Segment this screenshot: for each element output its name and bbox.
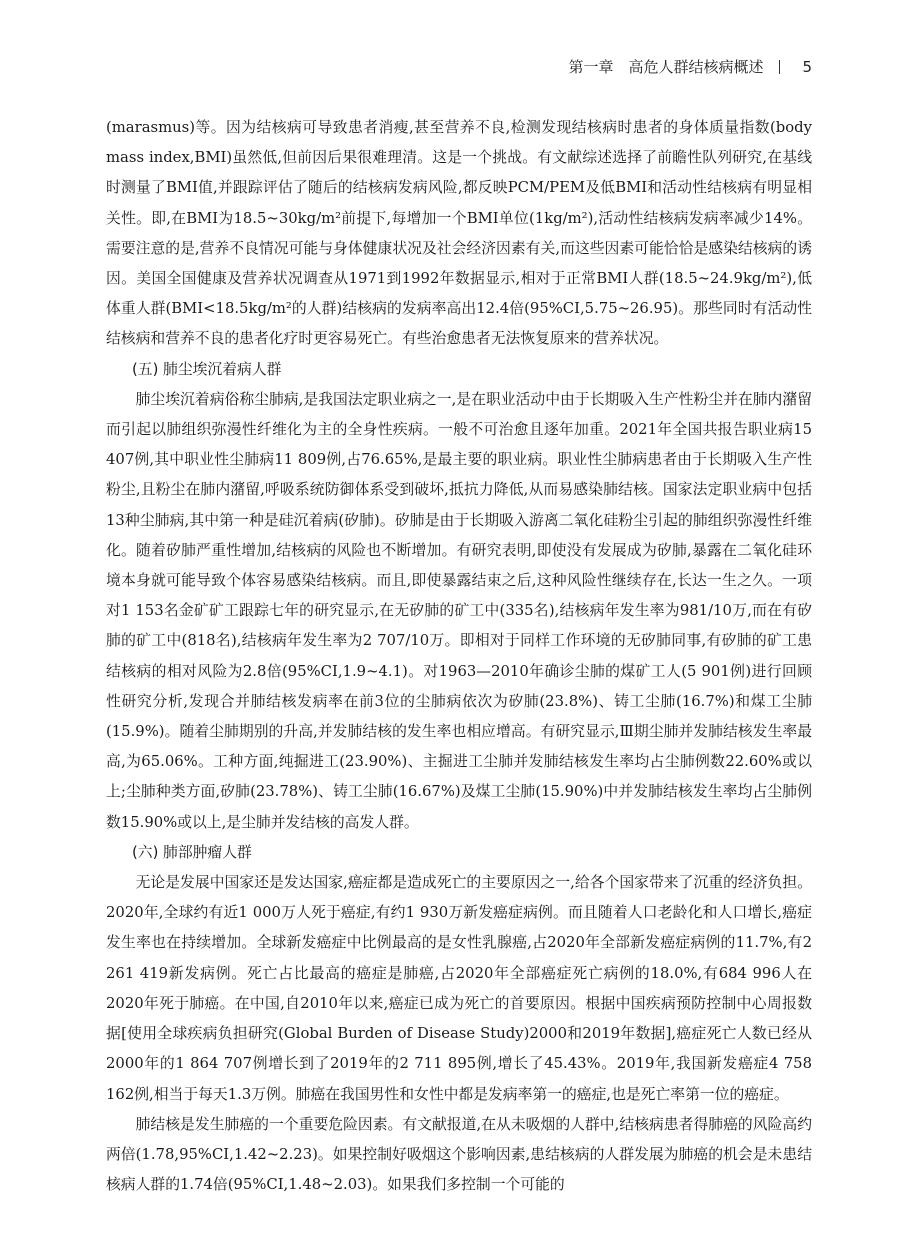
- section-heading-pneumoconiosis: (五) 肺尘埃沉着病人群: [132, 360, 282, 378]
- paragraph-pneumoconiosis: 肺尘埃沉着病俗称尘肺病,是我国法定职业病之一,是在职业活动中由于长期吸入生产性粉尘并在肺内潴留而引起以肺组织弥漫性纤维化为主的全身性疾病。一般不可治愈且逐年加重。2021年全国共报告职业病15 407例,其中职业性尘肺病11 809例,占76.65%,是最主要的职业病。职业性尘肺病患者由于长期吸入生产性粉尘,且粉尘在肺内潴留,呼吸系统防御体系受到破坏,抵抗力降低,从而易感染肺结核。国家法定职业病中包括13种尘肺病,其中第一种是硅沉着病(矽肺)。矽肺是由于长期吸入游离二氧化硅粉尘引起的肺组织弥漫性纤维化。随着矽肺严重性增加,结核病的风险也不断增加。有研究表明,即使没有发展成为矽肺,暴露在二氧化硅环境本身就可能导致个体容易感染结核病。而且,即使暴露结束之后,这种风险性继续存在,长达一生之久。一项对1 153名金矿矿工跟踪七年的研究显示,在无矽肺的矿工中(335名),结核病年发生率为981/10万,而在有矽肺的矿工中(818名),结核病年发生率为2 707/10万。即相对于同样工作环境的无矽肺同事,有矽肺的矿工患结核病的相对风险为2.8倍(95%CI,1.9~4.1)。对1963—2010年确诊尘肺的煤矿工人(5 901例)进行回顾性研究分析,发现合并肺结核发病率在前3位的尘肺病依次为矽肺(23.8%)、铸工尘肺(16.7%)和煤工尘肺(15.9%)。随着尘肺期别的升高,并发肺结核的发生率也相应增高。有研究显示,Ⅲ期尘肺并发肺结核发生率最高,为65.06%。工种方面,纯掘进工(23.90%)、主掘进工尘肺并发肺结核发生率均占尘肺例数22.60%或以上;尘肺种类方面,矽肺(23.78%)、铸工尘肺(16.67%)及煤工尘肺(15.90%)中并发肺结核发生率均占尘肺例数15.90%或以上,是尘肺并发结核的高发人群。: [106, 390, 812, 831]
- paragraph-malnutrition: (marasmus)等。因为结核病可导致患者消瘦,甚至营养不良,检测发现结核病时患者的身体质量指数(body mass index,BMI)虽然低,但前因后果很难理清。这是一个挑战。有文献综述选择了前瞻性队列研究,在基线时测量了BMI值,并跟踪评估了随后的结核病发病风险,都反映PCM/PEM及低BMI和活动性结核病有明显相关性。即,在BMI为18.5~30kg/m²前提下,每增加一个BMI单位(1kg/m²),活动性结核病发病率减少14%。需要注意的是,营养不良情况可能与身体健康状况及社会经济因素有关,而这些因素可能恰恰是感染结核病的诱因。美国全国健康及营养状况调查从1971到1992年数据显示,相对于正常BMI人群(18.5~24.9kg/m²),低体重人群(BMI<18.5kg/m²的人群)结核病的发病率高出12.4倍(95%CI,5.75~26.95)。那些同时有活动性结核病和营养不良的患者化疗时更容易死亡。有些治愈患者无法恢复原来的营养状况。: [106, 119, 812, 348]
- page-number: 5: [802, 57, 812, 76]
- header-divider: [779, 60, 780, 74]
- body-text: [106, 113, 812, 1200]
- section-heading-lung-tumor: (六) 肺部肿瘤人群: [132, 843, 252, 861]
- paragraph-cancer-burden: 无论是发展中国家还是发达国家,癌症都是造成死亡的主要原因之一,给各个国家带来了沉重的经济负担。2020年,全球约有近1 000万人死于癌症,有约1 930万新发癌症病例。而且随着人口老龄化和人口增长,癌症发生率也在持续增加。全球新发癌症中比例最高的是女性乳腺癌,占2020年全部新发癌症病例的11.7%,有2 261 419新发病例。死亡占比最高的癌症是肺癌,占2020年全部癌症死亡病例的18.0%,有684 996人在2020年死于肺癌。在中国,自2010年以来,癌症已成为死亡的首要原因。根据中国疾病预防控制中心周报数据[使用全球疾病负担研究(Global Burden of Disease Study)2000和2019年数据],癌症死亡人数已经从2000年的1 864 707例增长到了2019年的2 711 895例,增长了45.43%。2019年,我国新发癌症4 758 162例,相当于每天1.3万例。肺癌在我国男性和女性中都是发病率第一的癌症,也是死亡率第一位的癌症。: [106, 874, 812, 1103]
- chapter-title: 第一章 高危人群结核病概述: [568, 58, 764, 76]
- paragraph-tb-lung-cancer: 肺结核是发生肺癌的一个重要危险因素。有文献报道,在从未吸烟的人群中,结核病患者得肺癌的风险高约两倍(1.78,95%CI,1.42~2.23)。如果控制好吸烟这个影响因素,患结核病的人群发展为肺癌的机会是未患结核病人群的1.74倍(95%CI,1.48~2.03)。如果我们多控制一个可能的: [106, 1115, 812, 1194]
- running-header: [568, 56, 812, 77]
